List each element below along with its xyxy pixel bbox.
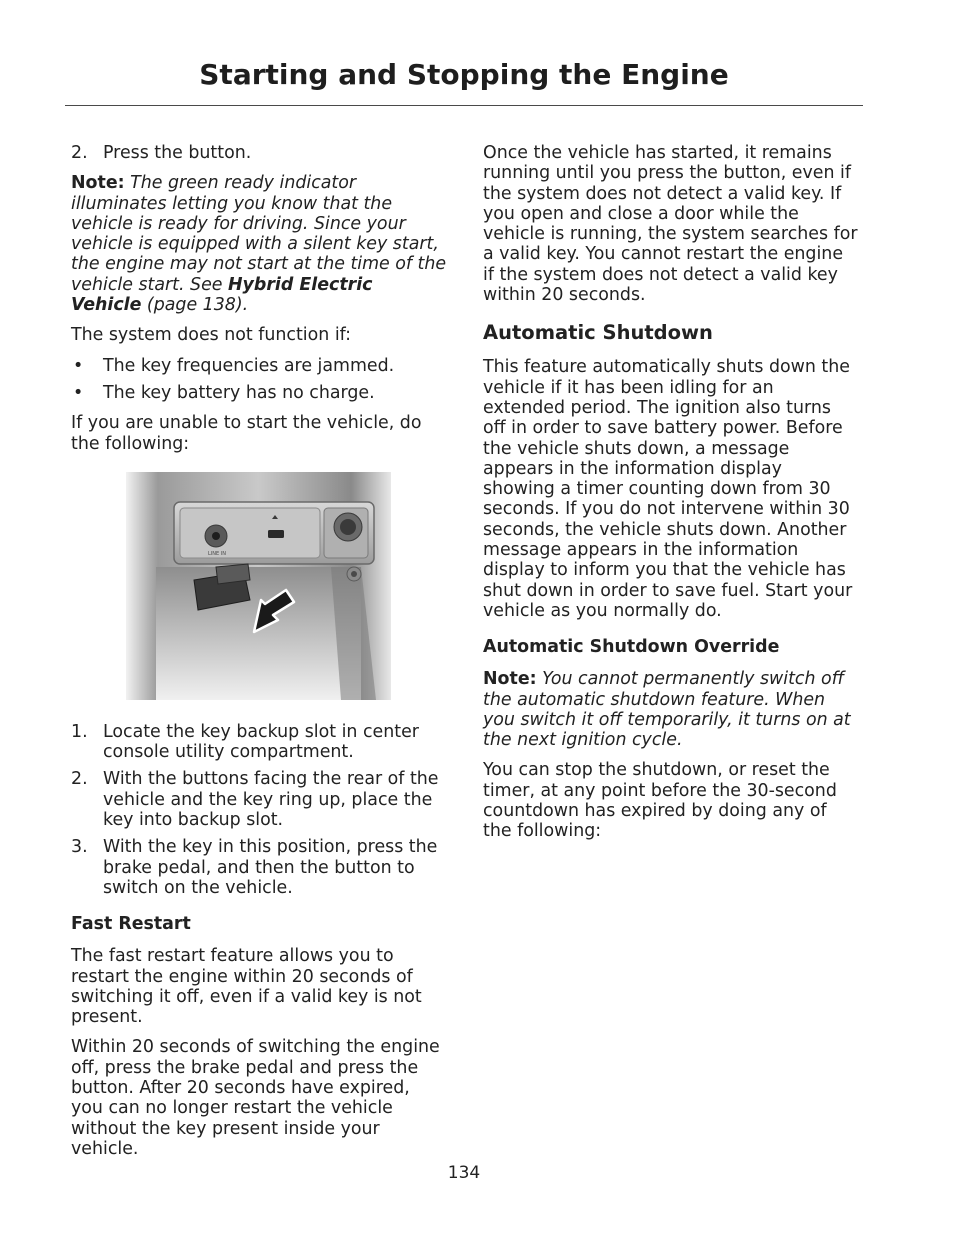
step-text: Locate the key backup slot in center console utility compartment. <box>103 721 419 763</box>
bullet-text: The key frequencies are jammed. <box>103 355 395 376</box>
step-number: 2. <box>71 769 88 790</box>
cross-reference-link[interactable]: Hybrid Electric Vehicle <box>71 274 373 316</box>
paragraph: The system does not function if: <box>71 325 352 346</box>
paragraph: You can stop the shutdown, or reset the timer, at any point before the 30-second countdown has expired by doing any of the following: <box>483 760 837 842</box>
paragraph: If you are unable to start the vehicle, do the following: <box>71 413 422 454</box>
page-title: Starting and Stopping the Engine <box>199 58 729 91</box>
page-number: 134 <box>447 1163 481 1183</box>
press-step-list <box>71 143 447 163</box>
note-text: You cannot permanently switch off the automatic shutdown feature. When you switch it off temporarily, it turns on at the next ignition cycle. <box>483 669 851 751</box>
paragraph: Within 20 seconds of switching the engine off, press the brake pedal and press the button. After 20 seconds have expired, you can no longer restart the vehicle without the key present inside your vehicle. <box>71 1037 440 1159</box>
step-number: 3. <box>71 837 88 858</box>
paragraph: This feature automatically shuts down the vehicle if it has been idling for an extended period. The ignition also turns off in order to save battery power. Before the vehicle shuts down, a message appears in the information display showing a timer counting down from 30 seconds. If you do not intervene within 30 seconds, the vehicle shuts down. Another message appears in the information display to inform you that the vehicle has shut down in order to save fuel. Start your vehicle as you normally do. <box>483 357 853 621</box>
list-item <box>71 837 447 898</box>
note-label: Note: <box>71 173 125 194</box>
bullet-text: The key battery has no charge. <box>103 382 375 403</box>
paragraph: The fast restart feature allows you to restart the engine within 20 seconds of switching it off, even if a valid key is not present. <box>71 946 422 1028</box>
list-item: • The key frequencies are jammed. <box>73 355 395 376</box>
condition-bullet-list <box>71 356 447 404</box>
console-illustration <box>126 472 391 700</box>
left-column <box>71 143 447 1169</box>
step-text: Press the button. <box>103 143 252 163</box>
cross-reference-page: (page 138). <box>141 295 249 316</box>
note-label: Note: <box>483 669 537 690</box>
list-item <box>71 769 447 830</box>
key-backup-slot-figure <box>126 472 391 700</box>
automatic-shutdown-heading: Automatic Shutdown <box>483 321 713 345</box>
note-override <box>483 669 859 750</box>
title-divider <box>65 105 863 106</box>
line-in-label: LINE IN <box>208 550 226 557</box>
note-green-ready <box>71 173 447 315</box>
note-text: The green ready indicator illuminates letting you know that the vehicle is ready for driving. Since your vehicle is equipped with a silent key start, the engine may not start at the time of the vehicle start. See <box>71 173 447 295</box>
step-text: With the buttons facing the rear of the vehicle and the key ring up, place the key into backup slot. <box>103 769 439 831</box>
step-number: 2. <box>71 143 88 163</box>
step-text: With the key in this position, press the brake pedal, and then the button to switch on the vehicle. <box>103 837 438 898</box>
list-item: • The key battery has no charge. <box>73 382 375 403</box>
right-column <box>483 143 859 852</box>
shutdown-override-heading: Automatic Shutdown Override <box>483 637 780 658</box>
fast-restart-heading: Fast Restart <box>71 914 191 935</box>
step-number: 1. <box>71 721 88 742</box>
list-item <box>71 722 447 763</box>
backup-start-steps <box>71 722 447 898</box>
paragraph: Once the vehicle has started, it remains running until you press the button, even if the system does not detect a valid key. If you open and close a door while the vehicle is running, the system searches for a valid key. You cannot restart the engine if the system does not detect a valid key within 20 seconds. <box>483 143 858 306</box>
list-item <box>71 143 447 163</box>
